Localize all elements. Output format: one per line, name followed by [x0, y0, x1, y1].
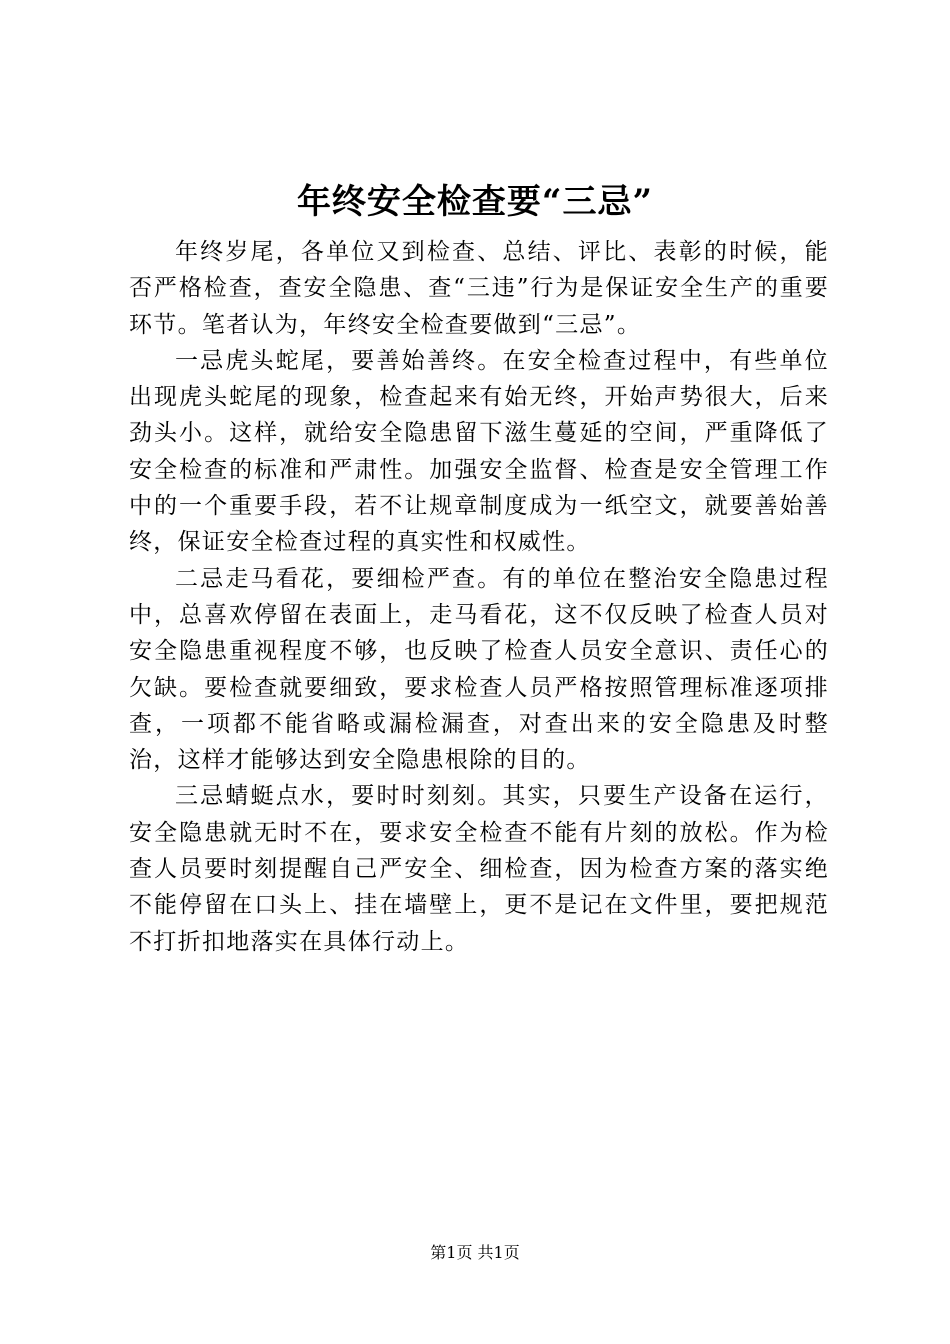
- document-title: 年终安全检查要“三忌”: [296, 182, 654, 222]
- page-number-footer: 第1页 共1页: [430, 1243, 520, 1262]
- paragraph-second-taboo: 二忌走马看花，要细检严查。有的单位在整治安全隐患过程中，总喜欢停留在表面上，走马看花，这不仅反映了检查人员对安全隐患重视程度不够，也反映了检查人员安全意识、责任心的欠缺。要检查就要细致，要求检查人员严格按照管理标准逐项排查，一项都不能省略或漏检漏查，对查出来的安全隐患及时整治，这样才能够达到安全隐患根除的目的。: [129, 565, 829, 774]
- paragraph-first-taboo: 一忌虎头蛇尾，要善始善终。在安全检查过程中，有些单位出现虎头蛇尾的现象，检查起来有始无终，开始声势很大，后来劲头小。这样，就给安全隐患留下滋生蔓延的空间，严重降低了安全检查的标准和严肃性。加强安全监督、检查是安全管理工作中的一个重要手段，若不让规章制度成为一纸空文，就要善始善终，保证安全检查过程的真实性和权威性。: [129, 347, 829, 556]
- paragraph-third-taboo: 三忌蜻蜓点水，要时时刻刻。其实，只要生产设备在运行，安全隐患就无时不在，要求安全检查不能有片刻的放松。作为检查人员要时刻提醒自己严安全、细检查，因为检查方案的落实绝不能停留在口头上、挂在墙壁上，更不是记在文件里，要把规范不打折扣地落实在具体行动上。: [129, 783, 829, 955]
- document-body: [129, 234, 829, 960]
- paragraph-intro: 年终岁尾，各单位又到检查、总结、评比、表彰的时候，能否严格检查，查安全隐患、查“三违”行为是保证安全生产的重要环节。笔者认为，年终安全检查要做到“三忌”。: [129, 239, 829, 338]
